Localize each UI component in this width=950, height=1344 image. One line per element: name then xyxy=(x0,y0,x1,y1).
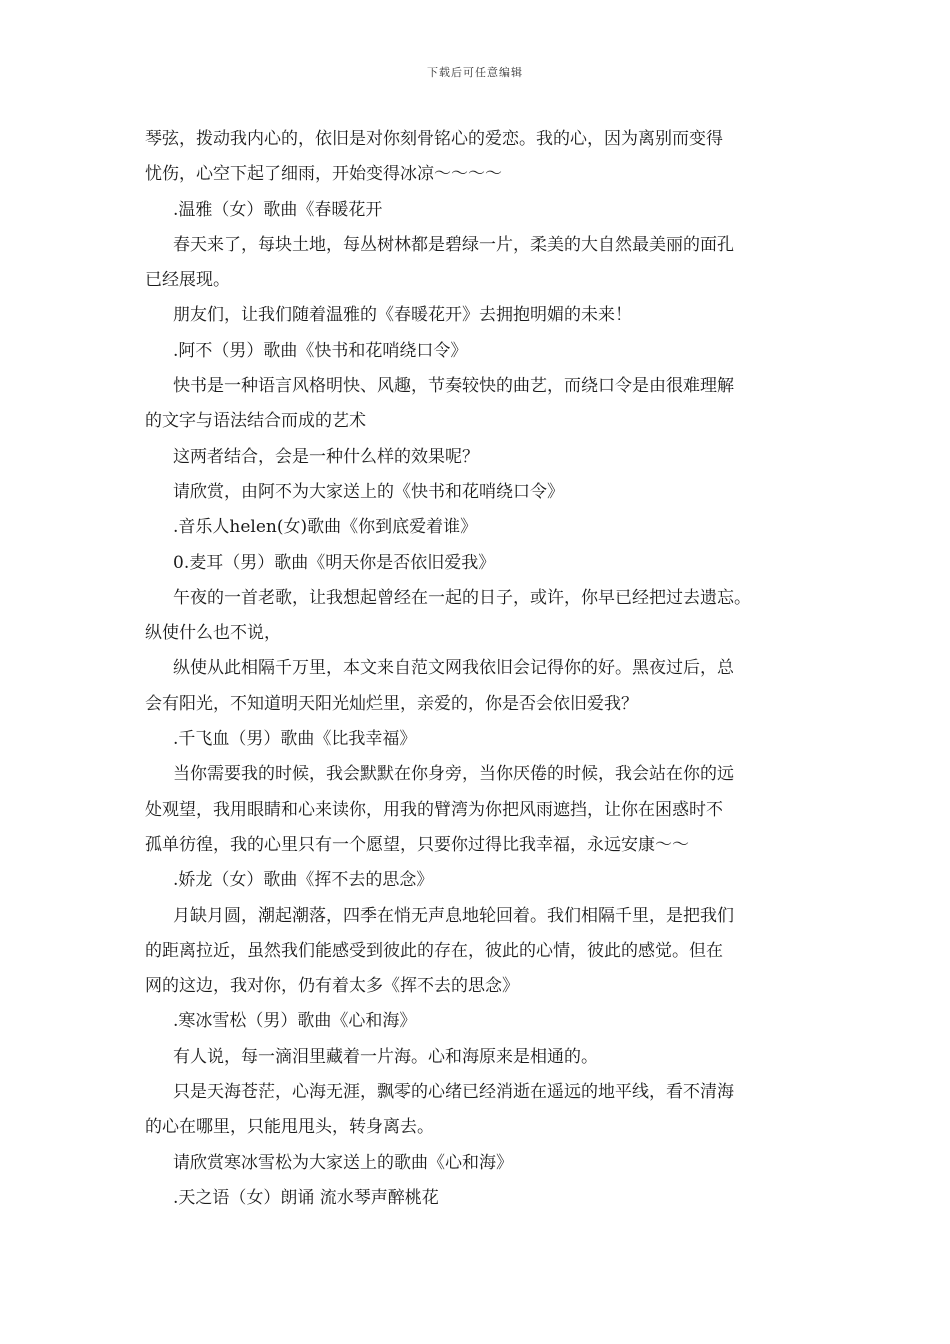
text-line: 的文字与语法结合而成的艺术 xyxy=(145,411,366,432)
text-line: 午夜的一首老歌，让我想起曾经在一起的日子，或许，你早已经把过去遗忘。 xyxy=(173,587,751,608)
document-body xyxy=(145,122,810,1216)
text-line: .阿不（男）歌曲《快书和花哨绕口令》 xyxy=(173,340,468,361)
text-line: 琴弦，拨动我内心的，依旧是对你刻骨铭心的爱恋。我的心，因为离别而变得 xyxy=(145,129,723,149)
text-line: .千飞血（男）歌曲《比我幸福》 xyxy=(173,729,417,750)
text-line: 的距离拉近，虽然我们能感受到彼此的存在，彼此的心情，彼此的感觉。但在 xyxy=(145,940,723,961)
text-line: 月缺月圆，潮起潮落，四季在悄无声息地轮回着。我们相隔千里，是把我们 xyxy=(173,905,734,926)
text-line: 只是天海苍茫，心海无涯，飘零的心绪已经消逝在遥远的地平线，看不清海 xyxy=(173,1082,734,1103)
text-line: .娇龙（女）歌曲《挥不去的思念》 xyxy=(173,870,434,891)
text-line: 春天来了，每块土地，每丛树林都是碧绿一片，柔美的大自然最美丽的面孔 xyxy=(173,234,734,255)
text-line: 这两者结合，会是一种什么样的效果呢？ xyxy=(173,446,479,467)
text-line: .音乐人helen(女)歌曲《你到底爱着谁》 xyxy=(173,517,478,538)
text-line: 已经展现。 xyxy=(145,270,230,291)
text-line: .寒冰雪松（男）歌曲《心和海》 xyxy=(173,1011,417,1032)
text-line: 0.麦耳（男）歌曲《明天你是否依旧爱我》 xyxy=(173,552,496,573)
text-line: .天之语（女）朗诵 流水琴声醉桃花 xyxy=(173,1187,439,1208)
text-line: 忧伤，心空下起了细雨，开始变得冰凉～～～～ xyxy=(145,164,502,185)
text-line: 处观望，我用眼睛和心来读你，用我的臂湾为你把风雨遮挡，让你在困惑时不 xyxy=(145,799,723,820)
text-line: 纵使从此相隔千万里，本文来自范文网我依旧会记得你的好。黑夜过后，总 xyxy=(173,658,734,679)
text-line: 当你需要我的时候，我会默默在你身旁，当你厌倦的时候，我会站在你的远 xyxy=(173,764,734,785)
text-line: 请欣赏，由阿不为大家送上的《快书和花哨绕口令》 xyxy=(173,481,564,502)
text-line: 快书是一种语言风格明快、风趣，节奏较快的曲艺，而绕口令是由很难理解 xyxy=(173,376,734,397)
text-line: 网的这边，我对你，仍有着太多《挥不去的思念》 xyxy=(145,976,519,997)
text-line: 孤单彷徨，我的心里只有一个愿望，只要你过得比我幸福，永远安康～～ xyxy=(145,834,689,855)
text-line: 纵使什么也不说， xyxy=(145,623,281,644)
text-line: 朋友们，让我们随着温雅的《春暖花开》去拥抱明媚的未来！ xyxy=(173,305,632,326)
text-line: 有人说，每一滴泪里藏着一片海。心和海原来是相通的。 xyxy=(173,1046,598,1067)
page-header: 下载后可任意编辑 xyxy=(427,66,523,79)
text-line: 请欣赏寒冰雪松为大家送上的歌曲《心和海》 xyxy=(173,1152,513,1173)
text-line: .温雅（女）歌曲《春暖花开 xyxy=(173,199,383,220)
text-line: 会有阳光，不知道明天阳光灿烂里，亲爱的，你是否会依旧爱我？ xyxy=(145,693,638,714)
text-line: 的心在哪里，只能甩甩头，转身离去。 xyxy=(145,1117,434,1138)
